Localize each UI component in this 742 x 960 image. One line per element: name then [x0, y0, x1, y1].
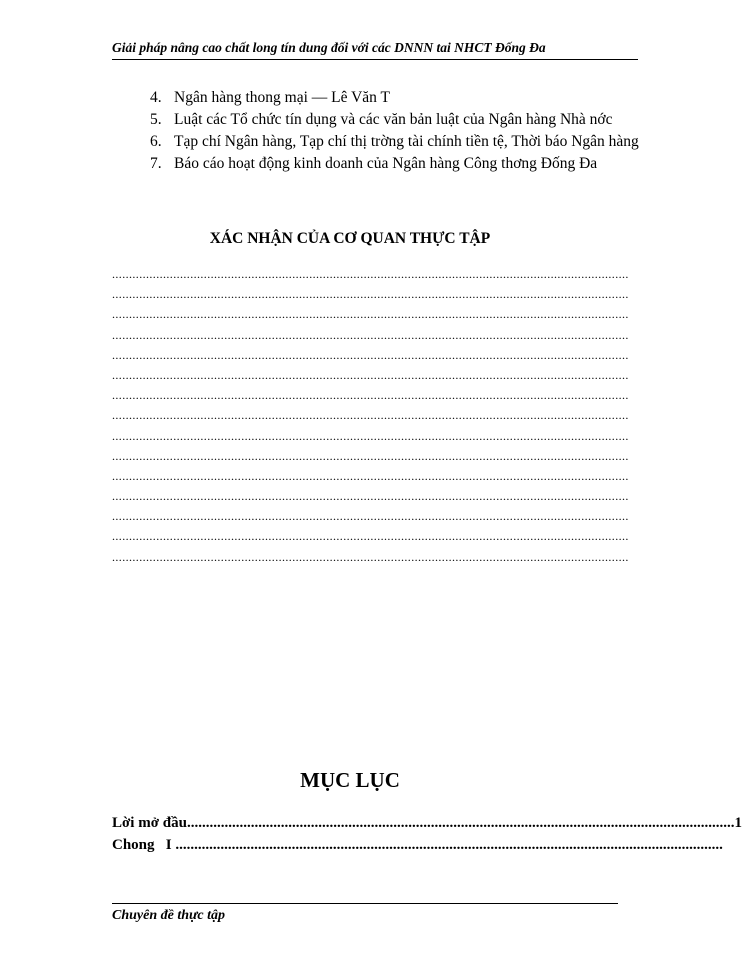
table-of-contents: [112, 815, 742, 859]
dotted-line: ........................................................................................................................................................: [112, 408, 629, 423]
dotted-line: ........................................................................................................................................................: [112, 347, 629, 362]
dotted-line: ........................................................................................................................................................: [112, 327, 629, 342]
reference-list: [150, 88, 650, 176]
running-header: Giải pháp nâng cao chất long tín dung đối với các DNNN tai NHCT Đống Đa: [112, 40, 638, 60]
toc-entry[interactable]: [112, 815, 742, 837]
reference-item: [150, 132, 650, 152]
reference-text: Báo cáo hoạt động kinh doanh của Ngân hàng Công thơng Đống Đa: [174, 155, 598, 172]
toc-entry-page: 1: [734, 815, 742, 831]
toc-entry-label: Lời mở đầu: [112, 815, 187, 831]
reference-number: 6.: [150, 133, 162, 150]
reference-item: [150, 154, 650, 174]
dotted-line: ........................................................................................................................................................: [112, 529, 629, 544]
dotted-line: ........................................................................................................................................................: [112, 388, 629, 403]
dotted-line: ........................................................................................................................................................: [112, 509, 629, 524]
toc-entry[interactable]: [112, 837, 723, 859]
reference-number: 4.: [150, 89, 162, 106]
reference-text: Luật các Tổ chức tín dụng và các văn bản luật của Ngân hàng Nhà nớc: [174, 111, 613, 128]
dotted-line: ........................................................................................................................................................: [112, 267, 629, 281]
reference-text: Ngân hàng thong mại — Lê Văn T: [174, 89, 390, 106]
running-footer: Chuyên đề thực tập: [112, 908, 226, 923]
dotted-line: ........................................................................................................................................................: [112, 489, 629, 504]
dotted-line: ........................................................................................................................................................: [112, 448, 629, 463]
toc-entry-leader: ..................................................................................................................................................: [175, 837, 723, 853]
dotted-line: ........................................................................................................................................................: [112, 287, 629, 302]
toc-title: MỤC LỤC: [300, 768, 400, 792]
dotted-line: ........................................................................................................................................................: [112, 549, 629, 564]
confirmation-title: XÁC NHẬN CỦA CƠ QUAN THỰC TẬP: [209, 230, 491, 247]
toc-entry-leader: ..................................................................................................................................................: [186, 815, 735, 831]
toc-entry-label: Chong I: [112, 837, 176, 853]
reference-text: Tạp chí Ngân hàng, Tạp chí thị trờng tài chính tiền tệ, Thời báo Ngân hàng: [174, 133, 639, 150]
reference-item: [150, 88, 650, 108]
reference-item: [150, 110, 650, 130]
dotted-line: ........................................................................................................................................................: [112, 307, 629, 322]
footer-divider: [112, 903, 618, 904]
reference-number: 7.: [150, 155, 162, 172]
reference-number: 5.: [150, 111, 162, 128]
confirmation-dotted-lines: [112, 264, 634, 567]
dotted-line: ........................................................................................................................................................: [112, 428, 629, 443]
dotted-line: ........................................................................................................................................................: [112, 468, 629, 483]
dotted-line: ........................................................................................................................................................: [112, 367, 629, 382]
